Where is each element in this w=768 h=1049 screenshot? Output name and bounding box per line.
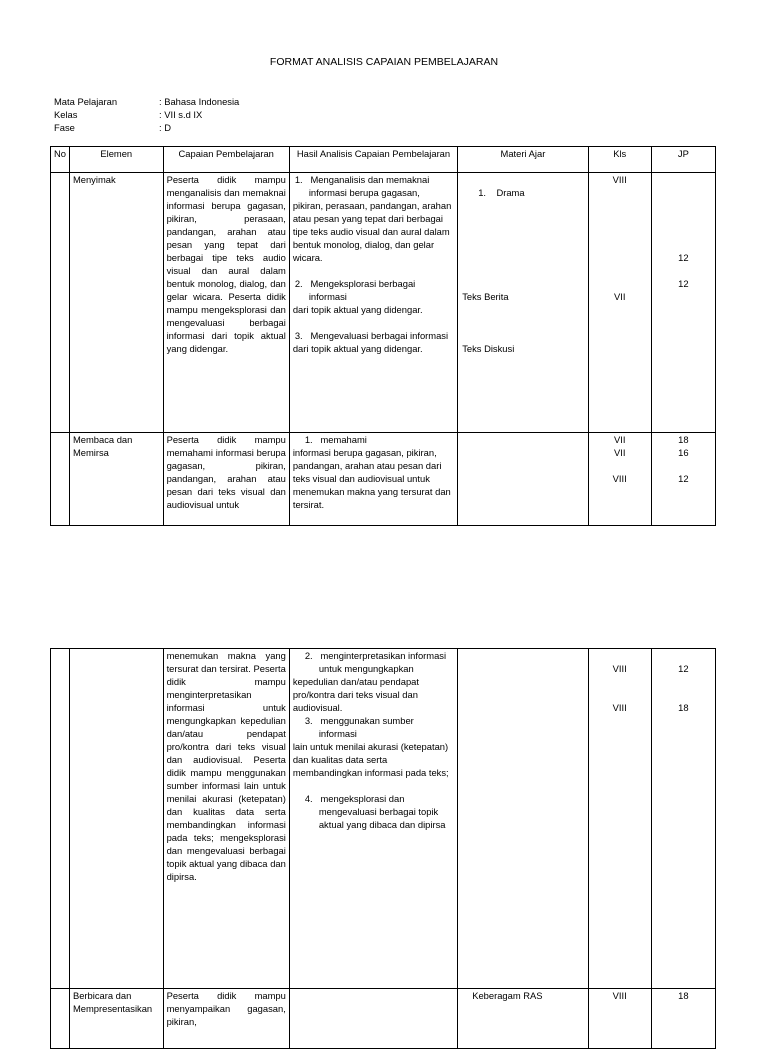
header-no: No	[51, 147, 70, 173]
meta-row-phase	[54, 121, 239, 134]
cell-capaian: Peserta didik mampu memahami informasi berupa gagasan, pikiran, pandangan, arahan atau pesan dari teks visual dan audiovisual untuk	[163, 433, 289, 526]
item-number: 3.	[304, 715, 313, 726]
item-head: Mengeksplorasi berbagai informasi	[308, 278, 416, 302]
cell-kelas	[588, 173, 651, 433]
meta-value: : Bahasa Indonesia	[159, 96, 240, 107]
materi-label: Drama	[496, 187, 525, 198]
header-elemen: Elemen	[69, 147, 163, 173]
cell-jp: 18	[651, 989, 715, 1049]
kelas-value: VIII	[612, 663, 627, 674]
kelas-value: VIII	[612, 702, 627, 713]
item-number: 3.	[294, 330, 303, 341]
item-body: dari topik aktual yang didengar.	[292, 343, 423, 354]
item-body: informasi berupa gagasan, pikiran, pandangan, arahan atau pesan dari teks visual dan audiovisual untuk menemukan makna yang tersurat dan tersirat.	[292, 447, 451, 510]
list-item	[293, 433, 454, 511]
cell-materi-ajar	[458, 649, 588, 989]
materi-item: Teks Diskusi	[462, 343, 515, 354]
cell-capaian: menemukan makna yang tersurat dan tersirat. Peserta didik mampu menginterpretasikan informasi untuk mengungkapkan kepedulian dan/atau pendapat pro/kontra dari teks visual dan audiovisual. Peserta didik mampu menggunakan sumber informasi lain untuk menilai akurasi (ketepatan) dan kualitas data serta membandingkan informasi pada teks; mengeksplorasi dan mengevaluasi berbagai topik aktual yang dibaca dan dipirsa.	[163, 649, 289, 989]
meta-label: Kelas	[54, 109, 78, 120]
document-title: FORMAT ANALISIS CAPAIAN PEMBELAJARAN	[269, 56, 499, 68]
kelas-value: VIII	[612, 174, 627, 185]
meta-row-subject	[54, 95, 239, 108]
list-item	[293, 277, 454, 316]
cell-no	[51, 173, 70, 433]
list-item	[293, 649, 454, 714]
item-number: 2.	[304, 650, 313, 661]
meta-value: : VII s.d IX	[159, 109, 203, 120]
item-head: menggunakan sumber informasi	[318, 715, 414, 739]
table-header-row	[51, 147, 716, 173]
cell-capaian: Peserta didik mampu menyampaikan gagasan, pikiran,	[163, 989, 289, 1049]
materi-item	[478, 186, 524, 199]
item-number: 1.	[478, 187, 487, 198]
cell-capaian: Peserta didik mampu menganalisis dan memaknai informasi berupa gagasan, pikiran, perasaan, pandangan, arahan atau pesan yang tepat dari berbagai tipe teks audio visual dan aural dalam bentuk monolog, dialog, dan gelar wicara. Peserta didik mampu mengeksplorasi dan mengevaluasi berbagai informasi dari topik aktual yang didengar.	[163, 173, 289, 433]
jp-value: 12	[678, 663, 689, 674]
meta-label: Fase	[54, 122, 75, 133]
header-jp: JP	[651, 147, 715, 173]
item-head: memahami	[320, 434, 367, 445]
cell-elemen: Menyimak	[69, 173, 163, 433]
jp-value: 12	[678, 252, 689, 263]
cell-jp	[651, 173, 715, 433]
item-number: 1.	[304, 434, 313, 445]
item-body: lain untuk menilai akurasi (ketepatan) dan kualitas data serta membandingkan informasi pada teks;	[292, 741, 449, 778]
analysis-table-part-2	[50, 648, 716, 1049]
header-materi-ajar: Materi Ajar	[458, 147, 588, 173]
kelas-value: VII	[613, 447, 626, 458]
table-row	[51, 433, 716, 526]
cell-kelas	[588, 433, 651, 526]
item-number: 1.	[294, 174, 303, 185]
cell-elemen: Berbicara dan Mempresentasikan	[69, 989, 163, 1049]
jp-value: 18	[678, 434, 689, 445]
cell-no	[51, 989, 70, 1049]
cell-hasil-analisis	[289, 989, 457, 1049]
cell-jp	[651, 649, 715, 989]
item-number: 2.	[294, 278, 303, 289]
header-kelas: Kls	[588, 147, 651, 173]
cell-materi-ajar	[458, 433, 588, 526]
cell-no	[51, 649, 70, 989]
cell-materi-ajar: Keberagam RAS	[458, 989, 588, 1049]
item-head: Menganalisis dan memaknai informasi berupa gagasan,	[308, 174, 430, 198]
jp-value: 12	[678, 473, 689, 484]
table-row	[51, 989, 716, 1049]
meta-block	[54, 95, 239, 134]
cell-kelas	[588, 649, 651, 989]
meta-label: Mata Pelajaran	[54, 96, 118, 107]
item-body: mengeksplorasi dan mengevaluasi berbagai topik aktual yang dibaca dan dipirsa	[318, 793, 446, 830]
cell-elemen: Membaca dan Memirsa	[69, 433, 163, 526]
cell-hasil-analisis	[289, 173, 457, 433]
kelas-value: VII	[613, 434, 626, 445]
jp-value: 18	[678, 702, 689, 713]
meta-row-class	[54, 108, 239, 121]
table-row	[51, 173, 716, 433]
list-item	[293, 329, 454, 355]
cell-elemen	[69, 649, 163, 989]
list-item	[293, 792, 454, 831]
jp-value: 12	[678, 278, 689, 289]
item-head: Mengevaluasi berbagai informasi	[310, 330, 449, 341]
kelas-value: VII	[613, 291, 626, 302]
list-item	[293, 173, 454, 264]
item-body: pikiran, perasaan, pandangan, arahan atau pesan yang tepat dari berbagai tipe teks audio visual dan aural dalam bentuk monolog, dialog, dan gelar wicara.	[292, 200, 452, 263]
cell-jp	[651, 433, 715, 526]
cell-no	[51, 433, 70, 526]
cell-kelas: VIII	[588, 989, 651, 1049]
cell-hasil-analisis	[289, 649, 457, 989]
item-body: dari topik aktual yang didengar.	[292, 304, 423, 315]
cell-materi-ajar	[458, 173, 588, 433]
item-number: 4.	[304, 793, 313, 804]
kelas-value: VIII	[612, 473, 627, 484]
list-item	[293, 714, 454, 779]
analysis-table-part-1	[50, 146, 716, 526]
header-hasil-analisis: Hasil Analisis Capaian Pembelajaran	[289, 147, 457, 173]
table-row	[51, 649, 716, 989]
item-body: kepedulian dan/atau pendapat pro/kontra dari teks visual dan audiovisual.	[292, 676, 419, 713]
materi-item: Teks Berita	[462, 291, 509, 302]
header-capaian: Capaian Pembelajaran	[163, 147, 289, 173]
cell-hasil-analisis	[289, 433, 457, 526]
item-head: menginterpretasikan informasi untuk mengungkapkan	[318, 650, 447, 674]
meta-value: : D	[159, 122, 171, 133]
jp-value: 16	[678, 447, 689, 458]
